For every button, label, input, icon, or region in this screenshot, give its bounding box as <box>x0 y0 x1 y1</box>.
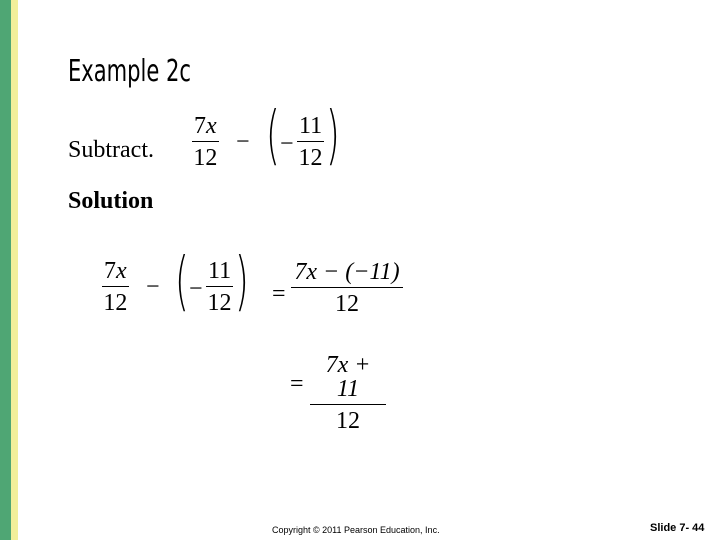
solution-fraction-1 <box>102 259 129 315</box>
solution-equals-1: = <box>272 281 286 307</box>
solution-fraction-2-denominator: 12 <box>207 290 232 316</box>
problem-fraction-1 <box>192 114 219 170</box>
solution-minus: − <box>146 274 160 300</box>
problem-fraction-2 <box>297 114 324 170</box>
solution-equals-2: = <box>290 371 304 397</box>
problem-fraction-2-numerator: 11 <box>297 114 324 142</box>
solution-label: Solution <box>68 188 154 214</box>
solution-fraction-2-numerator: 11 <box>206 259 233 287</box>
solution-inner-minus: − <box>189 276 203 302</box>
slide-title: Example 2c <box>68 54 191 89</box>
solution-fraction-1-denominator: 12 <box>103 290 128 316</box>
left-yellow-band <box>11 0 18 540</box>
problem-fraction-1-denominator: 12 <box>193 145 218 171</box>
problem-inner-minus: − <box>280 131 294 157</box>
solution-fraction-2 <box>206 259 233 315</box>
solution-rhs-numerator-2: 7x + 11 <box>310 353 386 405</box>
copyright-footer: Copyright © 2011 Pearson Education, Inc. <box>272 525 440 535</box>
solution-rhs-fraction-1 <box>291 260 403 316</box>
solution-close-paren: ) <box>235 245 249 319</box>
problem-open-paren: ( <box>266 99 280 173</box>
problem-fraction-1-numerator: 7x <box>192 114 219 142</box>
slide-number: Slide 7- 44 <box>650 522 705 534</box>
solution-rhs-denominator-1: 12 <box>335 291 359 317</box>
problem-minus: − <box>236 129 250 155</box>
left-green-band <box>0 0 11 540</box>
solution-rhs-fraction-2 <box>310 353 386 433</box>
subtract-label: Subtract. <box>68 137 154 163</box>
solution-rhs-numerator-1: 7x − (−11) <box>291 260 403 288</box>
solution-fraction-1-numerator: 7x <box>102 259 129 287</box>
problem-fraction-2-denominator: 12 <box>298 145 323 171</box>
solution-rhs-denominator-2: 12 <box>336 408 360 434</box>
problem-close-paren: ) <box>326 99 340 173</box>
solution-open-paren: ( <box>175 245 189 319</box>
